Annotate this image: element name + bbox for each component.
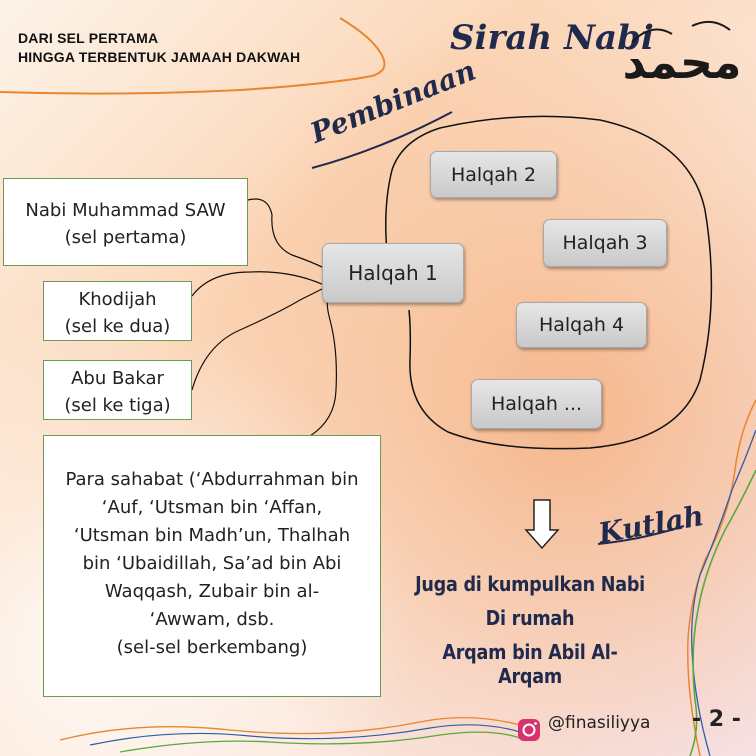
companions-line: ‘Auf, ‘Utsman bin ‘Affan,	[101, 497, 323, 518]
halqah-2: Halqah 2	[430, 151, 557, 198]
kutlah-line-2: Di rumah	[485, 606, 575, 630]
companions-line: (sel-sel berkembang)	[116, 637, 308, 658]
kutlah-line-1: Juga di kumpulkan Nabi	[415, 572, 645, 596]
person-name: Khodijah	[78, 289, 157, 310]
arabic-name: محمد	[622, 35, 742, 89]
arabic-calligraphy-logo	[622, 12, 742, 107]
halqah-3: Halqah 3	[543, 219, 667, 267]
box-para-sahabat	[43, 435, 381, 697]
companions-line: bin ‘Ubaidillah, Sa’ad bin Abi	[82, 553, 342, 574]
person-role: (sel pertama)	[64, 227, 187, 248]
companions-line: Waqqash, Zubair bin al-	[104, 581, 320, 602]
box-nabi-muhammad	[3, 178, 248, 266]
instagram-handle[interactable]: @finasiliyya	[548, 713, 651, 733]
halqah-more: Halqah ...	[471, 379, 602, 429]
halqah-1: Halqah 1	[322, 243, 464, 303]
halqah-4: Halqah 4	[516, 302, 647, 348]
person-name: Abu Bakar	[71, 368, 164, 389]
header-line-2: HINGGA TERBENTUK JAMAAH DAKWAH	[18, 49, 301, 65]
brand-title: Sirah Nabi	[450, 18, 654, 58]
kutlah-line-3: Arqam bin Abil Al-Arqam	[442, 640, 618, 688]
page-number: - 2 -	[692, 707, 741, 732]
companions-line: ‘Utsman bin Madh’un, Thalhah	[73, 525, 351, 546]
box-khodijah	[43, 281, 192, 341]
label-pembinaan: Pembinaan	[305, 53, 481, 150]
label-kutlah: Kutlah	[595, 499, 707, 550]
person-role: (sel ke dua)	[64, 316, 171, 337]
person-role: (sel ke tiga)	[64, 395, 171, 416]
person-name: Nabi Muhammad SAW	[25, 200, 226, 221]
companions-line: Para sahabat (‘Abdurrahman bin	[65, 469, 359, 490]
header-line-1: DARI SEL PERTAMA	[18, 30, 159, 46]
companions-line: ‘Awwam, dsb.	[149, 609, 275, 630]
box-abu-bakar	[43, 360, 192, 420]
